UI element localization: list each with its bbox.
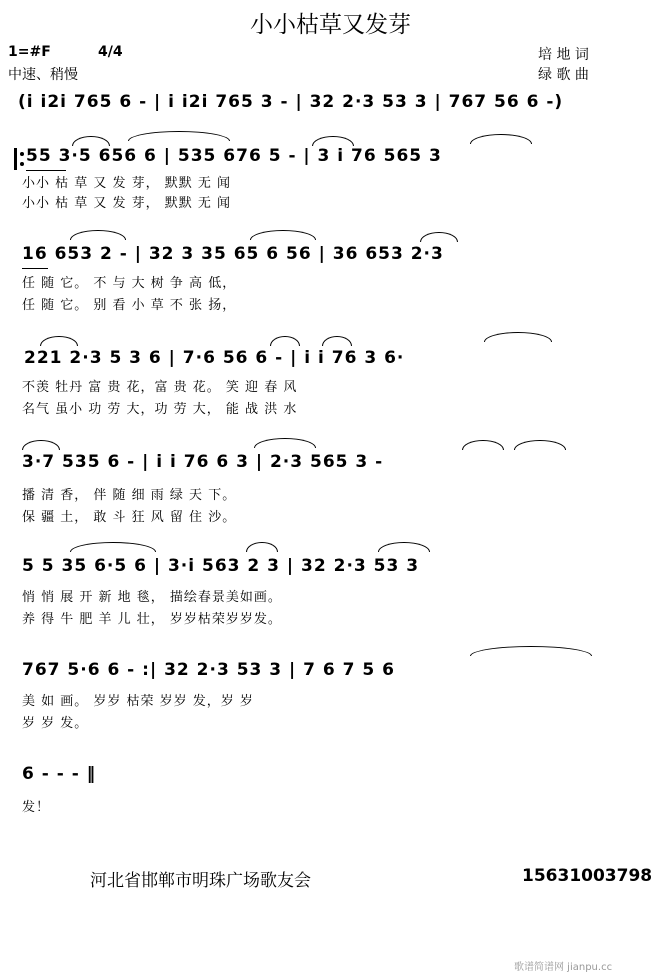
system-6-lyrics-1: 悄 悄 展 开 新 地 毯， 描绘春景美如画。 [22, 590, 282, 605]
lyricist-credit: 培 地 词 [538, 47, 589, 63]
composer-credit: 绿 歌 曲 [538, 67, 589, 83]
system-3-lyrics-2: 任 随 它。 别 看 小 草 不 张 扬， [22, 298, 237, 313]
system-3-lyrics-1: 任 随 它。 不 与 大 树 争 高 低， [22, 276, 237, 291]
system-6-lyrics-2: 养 得 牛 肥 羊 儿 壮， 岁岁枯荣岁岁发。 [22, 612, 282, 627]
system-7-lyrics-2: 岁 岁 发。 [22, 716, 89, 731]
system-4-lyrics-1: 不羡 牡丹 富 贵 花，富 贵 花。 笑 迎 春 风 [22, 380, 298, 395]
system-4-lyrics-2: 名气 虽小 功 劳 大，功 劳 大， 能 战 洪 水 [22, 402, 298, 417]
system-2-lyrics-1: 小小 枯 草 又 发 芽， 默默 无 闻 [22, 176, 232, 191]
system-8-lyrics: 发！ [22, 800, 51, 815]
key-signature: 1=#F [8, 44, 51, 60]
system-8-notes: 6 - - - ‖ [22, 764, 97, 784]
system-6-notes: 5 5 35 6·5 6 | 3·i 563 2 3 | 32 2·3 53 3 [22, 556, 420, 576]
tempo-marking: 中速、稍慢 [8, 67, 78, 83]
footer-organization: 河北省邯郸市明珠广场歌友会 [90, 871, 311, 891]
footer-phone: 15631003798 [522, 866, 653, 886]
system-4-notes: 221 2·3 5 3 6 | 7·6 56 6 - | i i 76 3 6· [24, 348, 405, 368]
system-5-lyrics-2: 保 疆 土， 敢 斗 狂 风 留 住 沙。 [22, 510, 237, 525]
song-title: 小小枯草又发芽 [250, 12, 411, 38]
system-5-notes: 3·7 535 6 - | i i 76 6 3 | 2·3 565 3 - [22, 452, 384, 472]
system-7-lyrics-1: 美 如 画。 岁岁 枯荣 岁岁 发，岁 岁 [22, 694, 254, 709]
time-signature: 4/4 [98, 44, 123, 60]
watermark: 歌谱简谱网 jianpu.cc [514, 962, 613, 973]
system-7-notes: 767 5·6 6 - :| 32 2·3 53 3 | 7 6 7 5 6 [22, 660, 395, 680]
system-3-notes: 16 653 2 - | 32 3 35 65 6 56 | 36 653 2·3 [22, 244, 444, 264]
system-2-notes: 55 3·5 656 6 | 535 676 5 - | 3 i 76 565 3 [26, 146, 442, 166]
system-5-lyrics-1: 播 清 香， 伴 随 细 雨 绿 天 下。 [22, 488, 237, 503]
system-2-lyrics-2: 小小 枯 草 又 发 芽， 默默 无 闻 [22, 196, 232, 211]
system-1-notes: (i i2i 765 6 - | i i2i 765 3 - | 32 2·3 53 3 | 767 56 6 -) [18, 92, 564, 112]
